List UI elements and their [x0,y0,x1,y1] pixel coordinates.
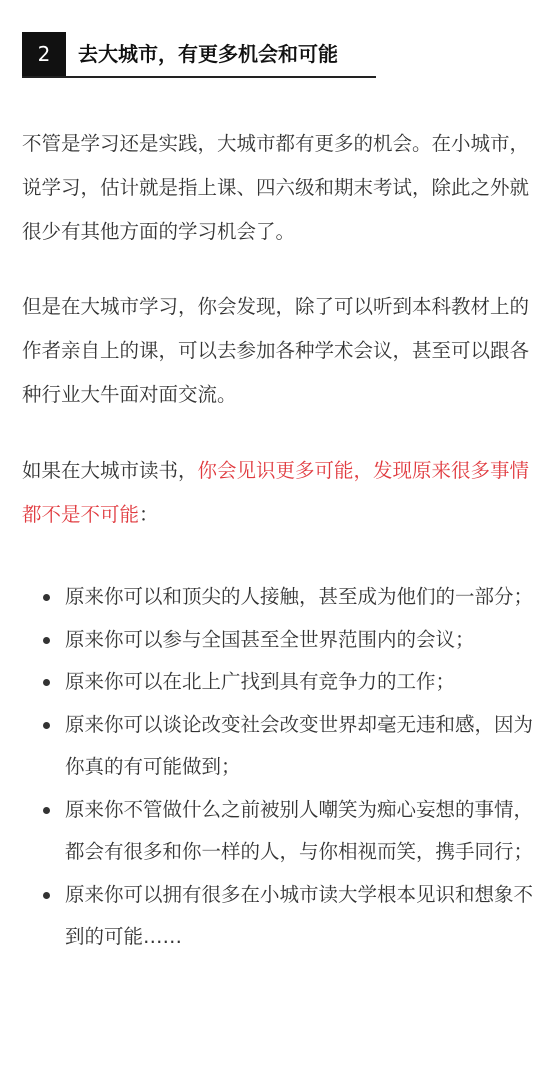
list-item-text: 原来你可以谈论改变社会改变世界却毫无违和感，因为你真的有可能做到； [65,712,534,778]
bullet-dot-icon [43,892,50,899]
bullet-dot-icon [43,679,50,686]
list-item-text: 原来你可以参与全国甚至全世界范围内的会议； [65,627,475,651]
list-item [0,661,559,704]
bullet-dot-icon [43,594,50,601]
bullet-dot-icon [43,722,50,729]
section-title: 去大城市，有更多机会和可能 [78,42,338,66]
section-number: 2 [22,32,66,76]
bullet-dot-icon [43,637,50,644]
paragraph-3-colon: ： [139,503,159,526]
bullet-list [0,576,559,959]
paragraph-2: 但是在大城市学习，你会发现，除了可以听到本科教材上的作者亲自上的课，可以去参加各种学术会议，甚至可以跟各种行业大牛面对面交流。 [22,295,530,406]
paragraph-1: 不管是学习还是实践，大城市都有更多的机会。在小城市，说学习，估计就是指上课、四六级和期末考试，除此之外就很少有其他方面的学习机会了。 [22,132,530,243]
paragraph-3-text: 如果在大城市读书， [22,459,198,482]
bullet-dot-icon [43,807,50,814]
section-header [22,32,376,78]
list-item [0,704,559,789]
list-item [0,874,559,959]
list-item [0,789,559,874]
list-item-text: 原来你不管做什么之前被别人嘲笑为痴心妄想的事情，都会有很多和你一样的人，与你相视而笑，携手同行； [65,797,534,863]
paragraph-3-highlight: 你会见识更多可能，发现原来很多事情都不是不可能 [22,459,530,526]
list-item-text: 原来你可以在北上广找到具有竞争力的工作； [65,670,456,693]
list-item-text: 原来你可以和顶尖的人接触，甚至成为他们的一部分； [65,585,534,608]
list-item [0,576,559,619]
list-item [0,619,559,662]
paragraph-3 [22,449,540,537]
list-item-text: 原来你可以拥有很多在小城市读大学根本见识和想象不到的可能…… [65,882,534,948]
